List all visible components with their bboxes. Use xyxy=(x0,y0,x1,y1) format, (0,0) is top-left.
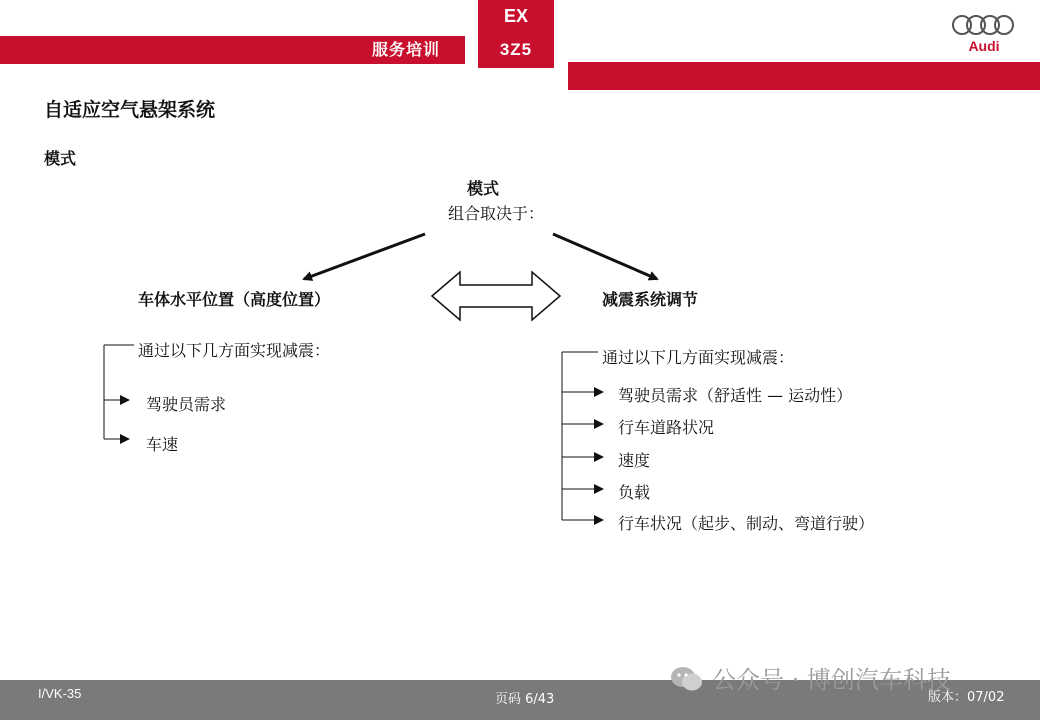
page-subtitle: 模式 xyxy=(44,149,77,168)
footer-version: 版本：07/02 xyxy=(928,690,1005,705)
left-item-vehicle-speed: 车速 xyxy=(146,435,179,454)
wechat-icon xyxy=(670,665,704,693)
page-title: 自适应空气悬架系统 xyxy=(44,99,216,121)
footer-page-number: 页码 6/43 xyxy=(495,692,555,707)
double-arrow-icon xyxy=(432,272,560,320)
audi-logo-text: Audi xyxy=(968,38,1000,54)
left-intro: 通过以下几方面实现减震： xyxy=(138,341,331,360)
header-training-label: 服务培训 xyxy=(371,40,440,59)
right-item-driving-situation: 行车状况（起步、制动、弯道行驶） xyxy=(618,514,875,533)
left-item-driver-demand: 驾驶员需求 xyxy=(146,395,227,414)
footer-doc-code: I/VK-35 xyxy=(38,686,82,701)
right-item-road-condition: 行车道路状况 xyxy=(618,418,715,437)
left-branch-heading: 车体水平位置（高度位置） xyxy=(138,290,331,309)
left-bracket xyxy=(104,345,134,439)
arrow-to-right-branch xyxy=(553,234,657,279)
diagram-top-title: 模式 xyxy=(467,179,500,198)
diagram-top-subtitle: 组合取决于： xyxy=(448,204,545,223)
watermark-text: 公众号 · 博创汽车科技 xyxy=(712,666,951,694)
right-intro: 通过以下几方面实现减震： xyxy=(602,348,795,367)
course-code-top: EX xyxy=(503,6,528,26)
right-item-speed: 速度 xyxy=(618,451,651,470)
course-code-bottom: 3Z5 xyxy=(499,40,533,59)
arrow-to-left-branch xyxy=(304,234,425,279)
right-item-load: 负载 xyxy=(618,483,651,502)
right-item-driver-demand: 驾驶员需求（舒适性 — 运动性） xyxy=(618,386,853,405)
right-branch-heading: 减震系统调节 xyxy=(602,290,699,309)
right-bracket xyxy=(562,352,602,520)
